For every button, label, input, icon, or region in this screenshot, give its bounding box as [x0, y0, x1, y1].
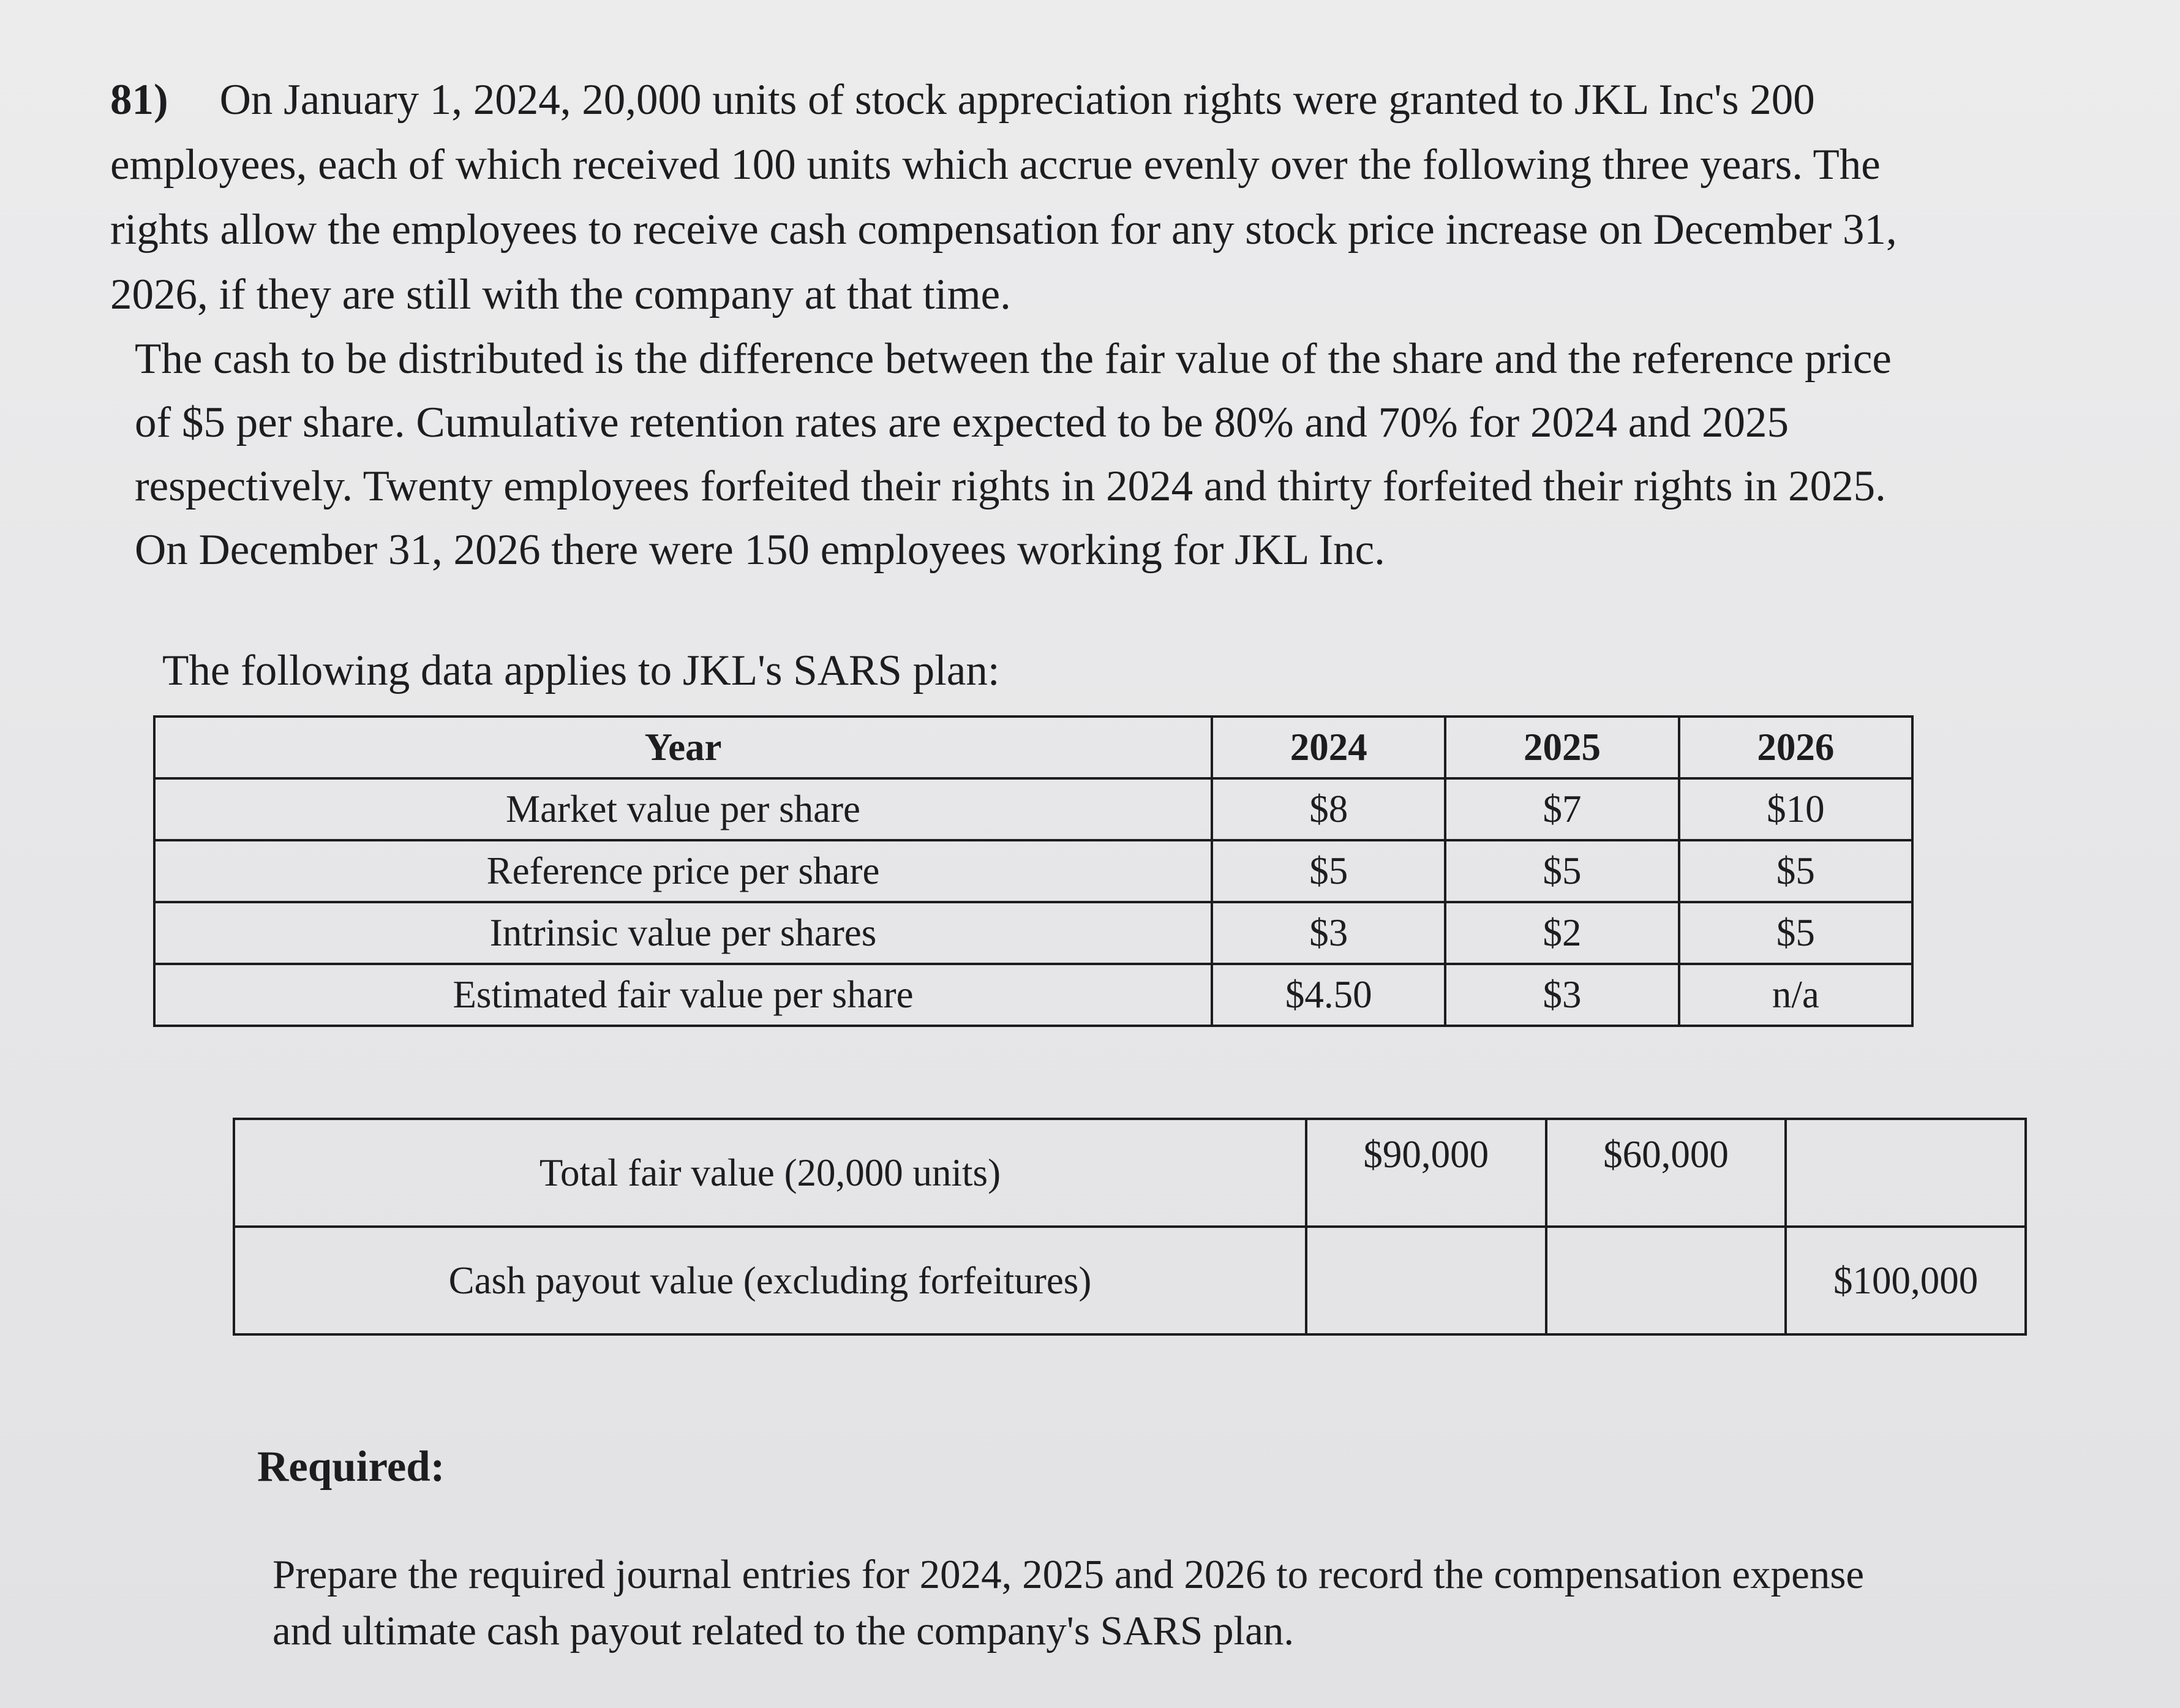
row-label: Total fair value (20,000 units) — [234, 1119, 1306, 1227]
cell-value — [1786, 1119, 2026, 1227]
cell-value: $8 — [1212, 778, 1445, 840]
cell-value: $7 — [1445, 778, 1678, 840]
table-row — [234, 1119, 2026, 1227]
cell-value: $5 — [1212, 840, 1445, 902]
cell-value: $3 — [1212, 902, 1445, 964]
problem-statement — [110, 67, 1935, 582]
table-row — [154, 964, 1912, 1026]
cell-value: n/a — [1679, 964, 1912, 1026]
problem-paragraph-1 — [110, 67, 1935, 327]
table-row — [234, 1227, 2026, 1334]
cell-value: $60,000 — [1546, 1119, 1786, 1227]
cell-value: $3 — [1445, 964, 1678, 1026]
cell-value: $5 — [1445, 840, 1678, 902]
required-instructions: Prepare the required journal entries for 2024, 2025 and 2026 to record the compensation expense and ultimate cash payout related to the company's SARS plan. — [272, 1552, 1865, 1653]
row-label: Market value per share — [154, 778, 1212, 840]
problem-paragraph-2: The cash to be distributed is the difference between the fair value of the share and the reference price of $5 per share. Cumulative retention rates are expected to be 80% and 70% for 2024 and 2025 respectively. Twenty employees forfeited their rights in 2024 and thirty forfeited their rights in 2025. On December 31, 2026 there were 150 employees working for JKL Inc. — [135, 335, 1892, 574]
paragraph-1-text: On January 1, 2024, 20,000 units of stock appreciation rights were granted to JKL Inc's 200 employees, each of which received 100 units which accrue evenly over the following three years. The rights allow the employees to receive cash compensation for any stock price increase on December 31, 2026, if they are still with the company at that time. — [110, 76, 1897, 318]
table-intro: The following data applies to JKL's SARS plan: — [162, 647, 1000, 694]
cell-value: $5 — [1679, 902, 1912, 964]
table-row — [154, 778, 1912, 840]
row-label: Reference price per share — [154, 840, 1212, 902]
cell-value — [1546, 1227, 1786, 1334]
year-header: Year — [154, 717, 1212, 778]
summary-table — [233, 1118, 2027, 1336]
cell-value: $4.50 — [1212, 964, 1445, 1026]
cell-value — [1306, 1227, 1546, 1334]
question-number: 81) — [110, 76, 168, 124]
table-row — [154, 902, 1912, 964]
cell-value: $10 — [1679, 778, 1912, 840]
row-label: Intrinsic value per shares — [154, 902, 1212, 964]
year-2024-header: 2024 — [1212, 717, 1445, 778]
table-header-row — [154, 717, 1912, 778]
year-2025-header: 2025 — [1445, 717, 1678, 778]
required-heading: Required: — [257, 1443, 445, 1491]
cell-value: $100,000 — [1786, 1227, 2026, 1334]
sars-data-table — [153, 715, 1914, 1027]
year-2026-header: 2026 — [1679, 717, 1912, 778]
row-label: Cash payout value (excluding forfeitures) — [234, 1227, 1306, 1334]
table-row — [154, 840, 1912, 902]
cell-value: $90,000 — [1306, 1119, 1546, 1227]
cell-value: $5 — [1679, 840, 1912, 902]
cell-value: $2 — [1445, 902, 1678, 964]
row-label: Estimated fair value per share — [154, 964, 1212, 1026]
